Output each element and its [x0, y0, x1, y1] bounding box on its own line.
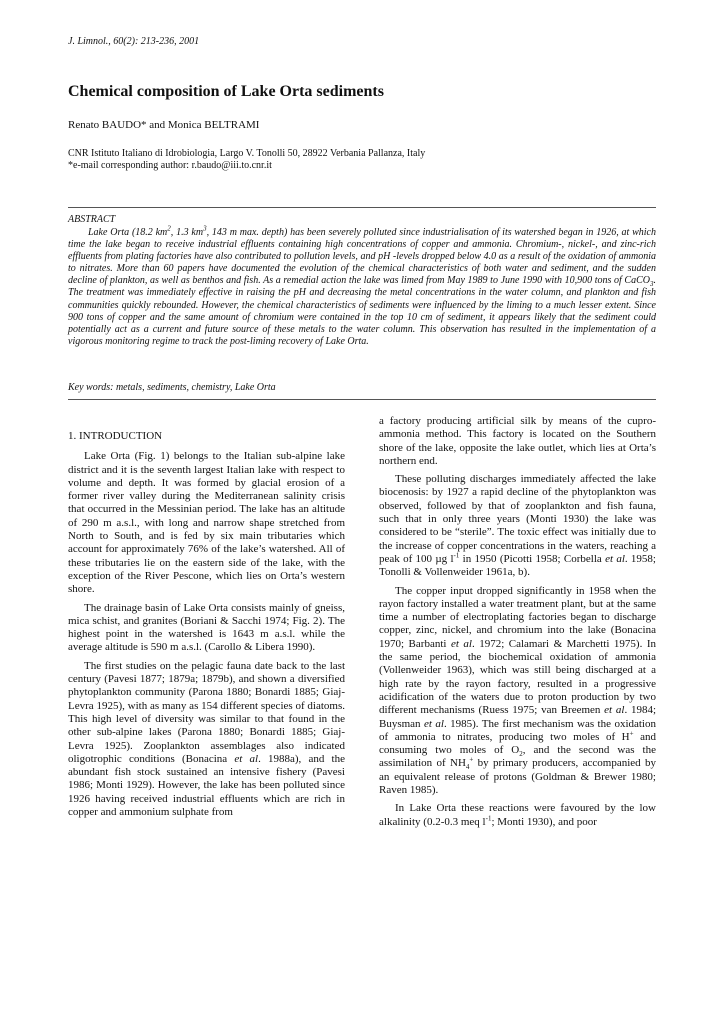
section-heading: 1. INTRODUCTION — [68, 430, 163, 442]
journal-citation: J. Limnol., 60(2): 213-236, 2001 — [68, 36, 200, 47]
abstract-body: Lake Orta (18.2 $km^2$, 1.3 $km^3$, 143 m max. depth) has been severely polluted since industrialisation of its watershed began in 1926, at which time the lake began to receive industrial effluents containing high concentrations of copper and ammonia. Chromium-, nickel-, and zinc-rich effluents from plating factories have also contributed to pollution levels, and pH -levels dropped below 4.0 as a result of the oxidation of ammonia to nitrates. More than 60 papers have documented the evolution of the chemical characteristics of both water and sediment, and the sudden decline of plankton, as well as benthos and fish. As a remedial action the lake was limed from May 1989 to June 1990 with 10,900 tons of CaCO$_3$. The treatment was immediately effective in raising the pH and decreasing the metal concentrations in the water column, and plankton and fish communities quickly rebounded. However, the chemical characteristics of sediments were influenced by the liming to a much lesser extent. Since 900 tons of copper and the same amount of chromium were contained in the top 10 cm of sediment, it appears likely that the sediment could potentially act as a current and future source of these metals to the water column. This observation has resulted in the implementation of a vigorous monitoring regime to track the post-liming recovery of Lake Orta. — [68, 224, 656, 347]
paragraph: Lake Orta (Fig. 1) belongs to the Italian sub-alpine lake district and it is the seventh largest Italian lake with respect to volume and depth. It was formed by glacial erosion of a former river valley during the Mediterranean salinity crisis that occurred in the Messinian period. The lake has an altitude of 290 m a.s.l., with long and narrow shape stretched from North to South, and is fed by six main tributaries which account for approximately 76% of the lake’s watershed. All of these tributaries lie on the eastern side of the lake, with the exception of the River Pescone, which lies on Orta’s western shore. — [68, 450, 345, 596]
corresponding-email: *e-mail corresponding author: r.baudo@iii.to.cnr.it — [68, 160, 272, 171]
affiliation: CNR Istituto Italiano di Idrobiologia, Largo V. Tonolli 50, 28922 Verbania Pallanza, Italy — [68, 148, 426, 159]
paragraph: a factory producing artificial silk by means of the cupro-ammonia method. This factory is located on the Southern shore of the lake, opposite the lake outlet, which lies at Orta’s northern end. — [379, 415, 656, 467]
affiliation-block — [68, 148, 425, 172]
paragraph: These polluting discharges immediately affected the lake biocenosis: by 1927 a rapid decline of the phytoplankton was observed, followed by that of zooplankton and fish fauna, such that in only three years (Monti 1930) the lake was considered to be “sterile”. The toxic effect was initially due to the increase of copper concentrations in the waters, reaching a peak of 100 µg $l^{-1}$ in 1950 (Picotti 1958; Corbella et al. 1958; Tonolli & Vollenweider 1961a, b). — [379, 473, 656, 579]
abstract-divider — [68, 399, 656, 400]
authors: Renato BAUDO* and Monica BELTRAMI — [68, 119, 260, 131]
paragraph: The drainage basin of Lake Orta consists mainly of gneiss, mica schist, and granites (Boriani & Sacchi 1974; Fig. 2). The highest point in the watershed is 1643 m a.s.l. while the average altitude is 590 m a.s.l. (Carollo & Libera 1990). — [68, 601, 345, 654]
paragraph: The copper input dropped significantly in 1958 when the rayon factory installed a water treatment plant, but at the same time a number of electroplating factories began to discharge copper, zinc, nickel, and chromium into the lake (Bonacina 1970; Barbanti et al. 1972; Calamari & Marchetti 1975). In the same period, the biochemical oxidation of ammonia (Vollenweider 1963), which was still being discharged at a high rate by the rayon factory, resulted in a progressive acidification of the waters due to proton production by two different mechanisms (Ruess 1975; van Breemen et al. 1984; Buysman et al. 1985). The first mechanism was the oxidation of ammonia to nitrates, producing two moles of H+ and consuming two moles of $O_2$, and the second was the assimilation of $NH_4^+$ by primary producers, accompanied by an equivalent release of protons (Goldman & Brewer 1980; Raven 1985). — [379, 584, 657, 797]
top-divider — [68, 207, 656, 208]
paragraph: The first studies on the pelagic fauna date back to the last century (Pavesi 1877; 1879a; 1879b), and shown a diversified phytoplankton community (Parona 1880; Bonardi 1885; Giaj-Levra 1925), with as many as 154 different species of diatoms. This high level of diversity was similar to that found in the other sub-alpine lakes (Parona 1880; Bonardi 1885; Giaj-Levra 1925). Zooplankton assemblages also indicated oligotrophic conditions (Bonacina et al. 1988a), and the abundant fish stock sustained an intensive fishery (Pavesi 1986; Monti 1929). However, the lake has been polluted since 1926 having received industrial effluents which are rich in copper and ammonium sulphate from — [68, 659, 345, 819]
paragraph: In Lake Orta these reactions were favoured by the low alkalinity (0.2-0.3 meq $l^{-1}$; Monti 1930), and poor — [379, 802, 656, 828]
abstract-heading: ABSTRACT — [68, 214, 116, 225]
right-column — [379, 415, 656, 834]
keywords: Key words: metals, sediments, chemistry, Lake Orta — [68, 382, 276, 393]
left-column — [68, 430, 345, 824]
paper-title: Chemical composition of Lake Orta sediments — [68, 83, 384, 100]
